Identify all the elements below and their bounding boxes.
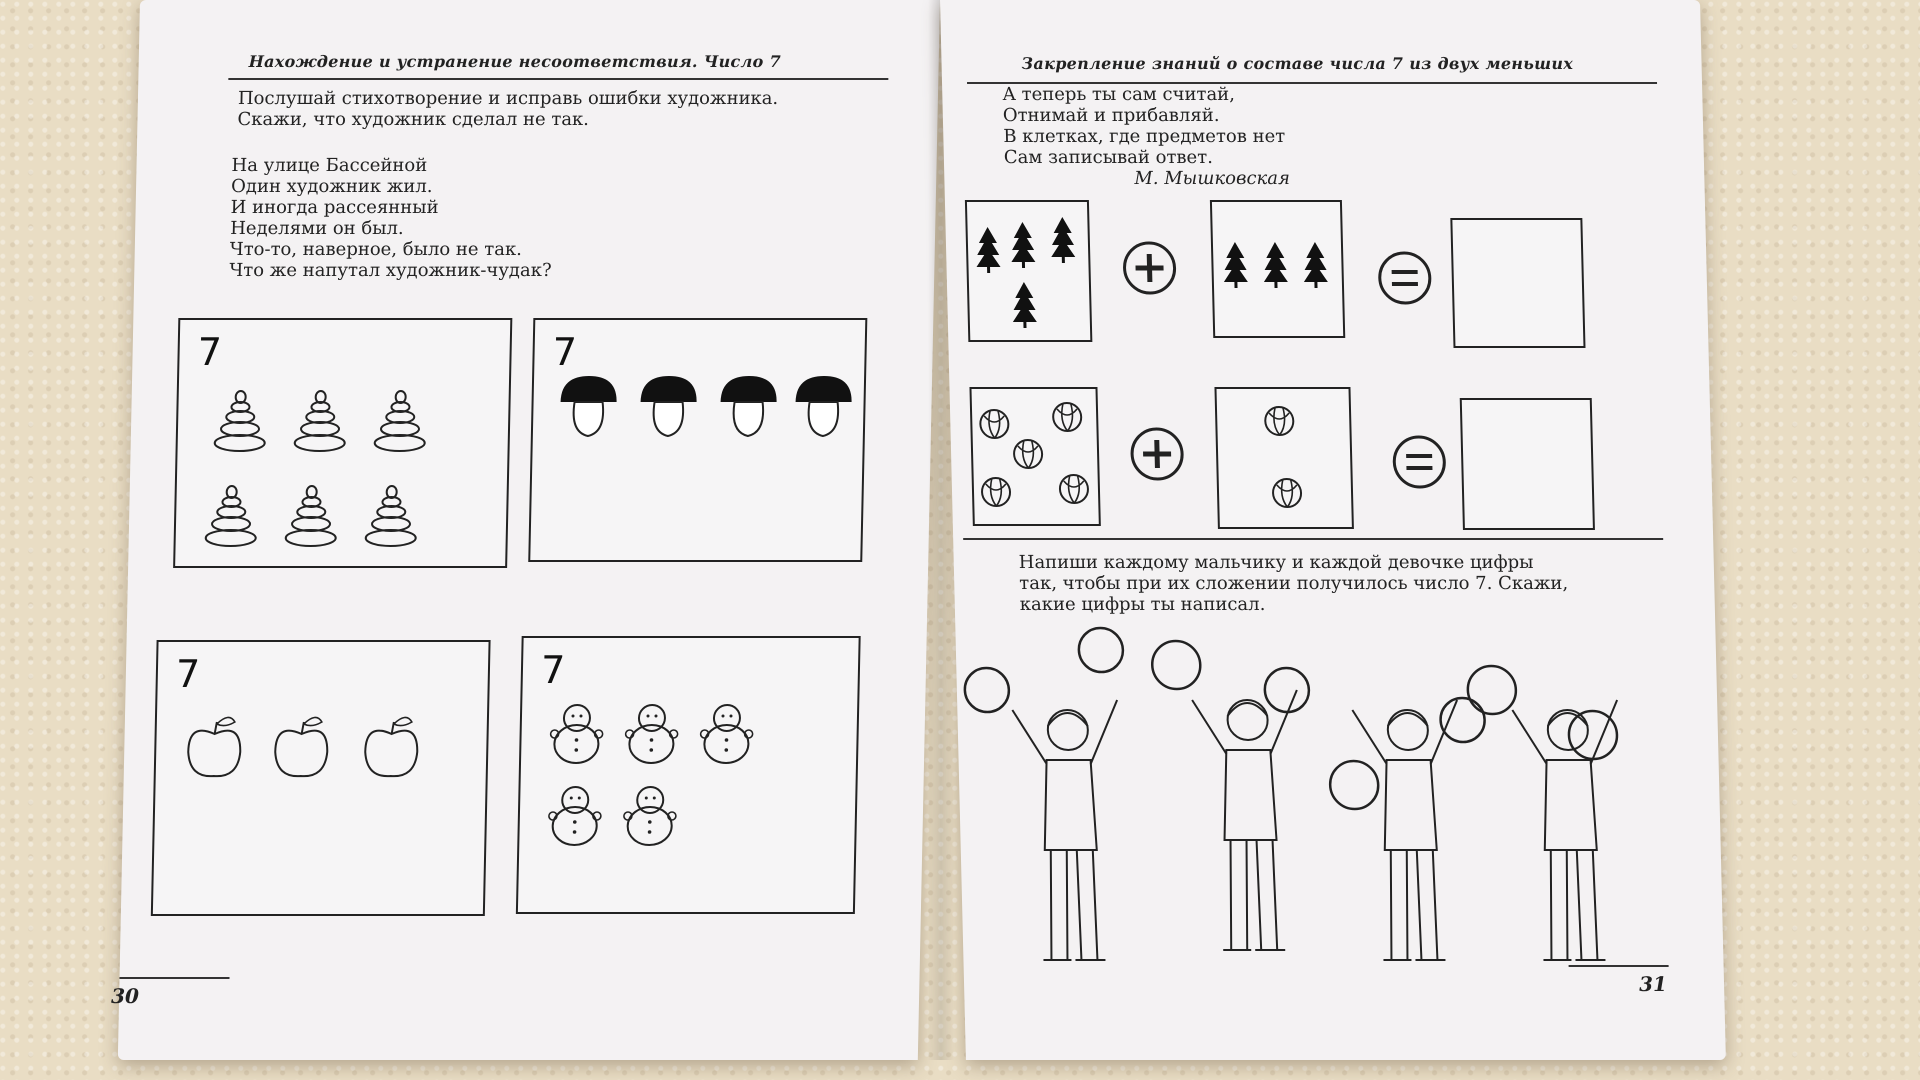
- instruction: [237, 88, 778, 130]
- apple-icon: [188, 717, 241, 776]
- doll-box: [516, 636, 861, 914]
- number-label: 7: [197, 330, 223, 374]
- fir-trees: [967, 202, 1090, 340]
- tree-icon: [1223, 242, 1248, 288]
- balloon-circle[interactable]: [1467, 666, 1516, 714]
- tree-icon: [1303, 242, 1328, 288]
- right-page-header: Закрепление знаний о составе числа 7 из двух меньших: [1021, 54, 1574, 73]
- doll-icon: [550, 705, 603, 763]
- poem-line: Что же напутал художник-чудак?: [229, 260, 552, 281]
- task-line: Напиши каждому мальчику и каждой девочке цифры: [1018, 552, 1534, 573]
- mushroom-icon: [640, 376, 697, 436]
- pyramid-toys: [175, 320, 510, 566]
- pyramid-icon: [295, 391, 346, 451]
- balloon-circle[interactable]: [1264, 668, 1309, 712]
- tree-icon: [1050, 217, 1075, 263]
- balloon-circle[interactable]: [1330, 761, 1379, 809]
- girl-figure: [1352, 700, 1463, 960]
- poem-line: А теперь ты сам считай,: [1002, 84, 1236, 105]
- pyramid-box: [173, 318, 512, 568]
- balloon-circle[interactable]: [1078, 628, 1123, 672]
- task-text: [1018, 552, 1568, 615]
- ball-icon: [1053, 403, 1082, 431]
- poem-line: Один художник жил.: [230, 176, 433, 197]
- equals-sign: [1376, 250, 1433, 310]
- number-label: 7: [175, 652, 201, 696]
- apple-icon: [275, 717, 328, 776]
- balloon-circle[interactable]: [1152, 641, 1201, 689]
- poem-line: В клетках, где предметов нет: [1003, 126, 1286, 147]
- plus-sign: [1128, 426, 1185, 486]
- boy-figure: [1012, 700, 1123, 960]
- ball-icon: [1273, 479, 1302, 507]
- ball-icon: [1014, 440, 1043, 468]
- instruction-line: Послушай стихотворение и исправь ошибки художника.: [237, 88, 779, 109]
- plus-sign: [1121, 240, 1178, 300]
- header-rule: [228, 78, 888, 80]
- balloon-circle[interactable]: [964, 668, 1009, 712]
- task-line: так, чтобы при их сложении получилось число 7. Скажи,: [1019, 573, 1569, 594]
- mushroom-icon: [560, 376, 617, 436]
- apple-box: [151, 640, 491, 916]
- ball-box-left: [969, 387, 1100, 526]
- mushroom-icon: [795, 376, 852, 436]
- ball-icon: [1060, 475, 1089, 503]
- poem-line: И иногда рассеянный: [230, 197, 439, 218]
- page-number-rule: [119, 977, 229, 979]
- poem-line: На улице Бассейной: [231, 155, 428, 176]
- poem: [1002, 84, 1286, 168]
- fir-trees: [1212, 202, 1343, 336]
- number-label: 7: [540, 648, 566, 692]
- section-rule: [963, 538, 1663, 540]
- ball-box-right: [1214, 387, 1353, 529]
- girl-figure: [1192, 690, 1303, 950]
- doll-icon: [548, 787, 601, 845]
- poem-line: Сам записывай ответ.: [1003, 147, 1214, 168]
- boy-figure: [1512, 700, 1623, 960]
- poem-author: М. Мышковская: [1134, 168, 1291, 189]
- instruction-line: Скажи, что художник сделал не так.: [237, 109, 590, 130]
- apples: [153, 642, 489, 914]
- poem-line: Неделями он был.: [229, 218, 404, 239]
- ball-icon: [982, 478, 1011, 506]
- page-number: 30: [110, 984, 140, 1008]
- doll-icon: [623, 787, 676, 845]
- ball-icon: [1265, 407, 1294, 435]
- doll-icon: [700, 705, 753, 763]
- equals-sign: [1391, 434, 1448, 494]
- mushrooms: [530, 320, 865, 560]
- tree-box-left: [965, 200, 1092, 342]
- pyramid-icon: [206, 486, 257, 546]
- tree-icon: [976, 227, 1001, 273]
- poem-line: Отнимай и прибавляй.: [1002, 105, 1220, 126]
- balloons: [963, 628, 1618, 809]
- right-page: [940, 0, 1726, 1060]
- mushroom-box: [528, 318, 867, 562]
- task-line: какие цифры ты написал.: [1019, 594, 1266, 615]
- page-number-rule: [1569, 965, 1669, 967]
- tree-icon: [1263, 242, 1288, 288]
- roly-poly-dolls: [518, 638, 859, 912]
- doll-icon: [625, 705, 678, 763]
- balls: [972, 389, 1099, 524]
- pyramid-icon: [375, 391, 426, 451]
- pyramid-icon: [366, 486, 417, 546]
- pyramid-icon: [215, 391, 266, 451]
- page-number: 31: [1638, 972, 1668, 996]
- children-illustration: [955, 620, 1724, 980]
- tree-icon: [1012, 282, 1037, 328]
- answer-box[interactable]: [1450, 218, 1585, 348]
- left-page: [110, 0, 940, 1060]
- pyramid-icon: [286, 486, 337, 546]
- balloon-circle[interactable]: [1440, 698, 1485, 742]
- apple-icon: [365, 717, 418, 776]
- ball-icon: [980, 410, 1009, 438]
- number-label: 7: [552, 330, 578, 374]
- tree-icon: [1010, 222, 1035, 268]
- answer-box[interactable]: [1460, 398, 1595, 530]
- mushroom-icon: [720, 376, 777, 436]
- poem-line: Что-то, наверное, было не так.: [229, 239, 523, 260]
- poem: [229, 155, 554, 281]
- tree-box-right: [1210, 200, 1345, 338]
- balls: [1217, 389, 1352, 527]
- left-page-header: Нахождение и устранение несоответствия. Число 7: [248, 52, 782, 71]
